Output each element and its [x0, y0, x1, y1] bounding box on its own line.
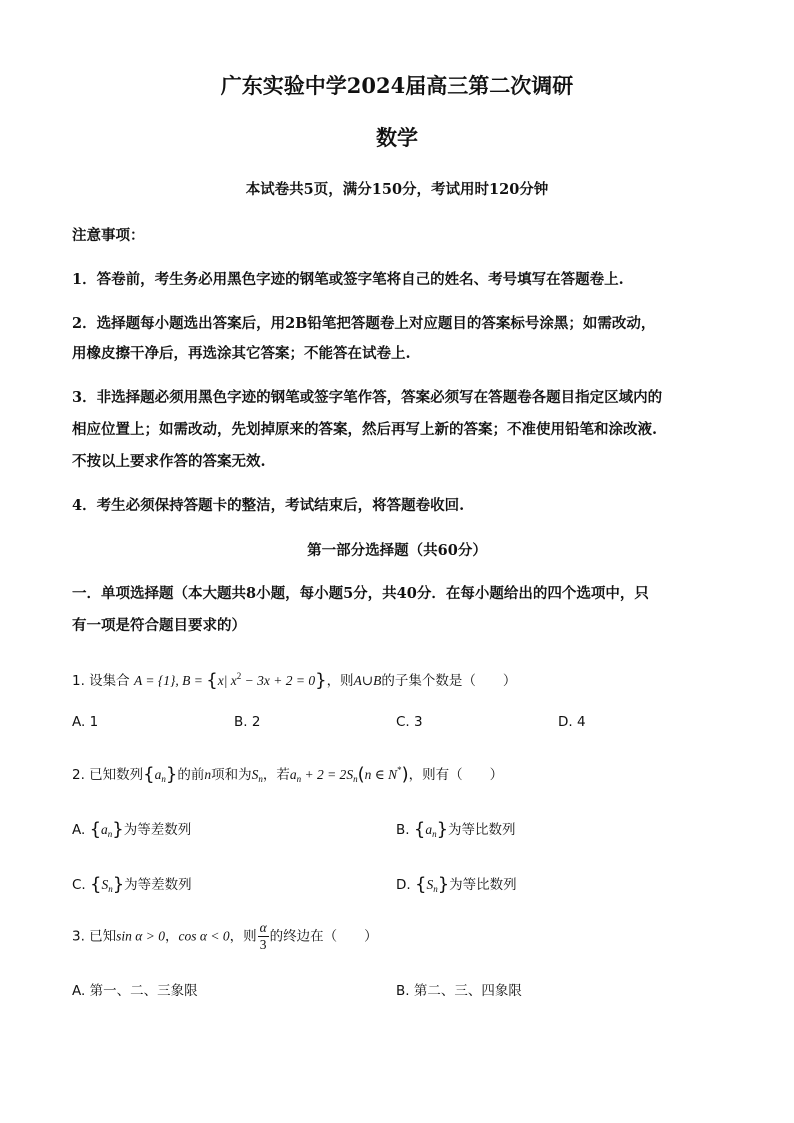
q2-an: a	[154, 767, 162, 782]
q2-paren-close: )	[401, 764, 409, 785]
q2-option-a-label: A.	[72, 822, 86, 838]
q1-set-b-rest: − 3x + 2 = 0	[241, 673, 316, 688]
section-instruction-line2: 有一项是符合题目要求的）	[72, 617, 246, 634]
question-2	[72, 763, 503, 785]
note-item-1: 1．答卷前，考生务必用黑色字迹的钢笔或签字笔将自己的姓名、考号填写在答题卷上.	[72, 271, 624, 288]
q2-option-d-text: 为等比数列	[449, 877, 517, 893]
q2-a-an: a	[101, 822, 108, 837]
q2-d-sn: S	[426, 877, 434, 892]
section-title: 第一部分选择题（共60分）	[307, 542, 487, 559]
q2-c-brace-open: {	[90, 874, 102, 895]
q2-eq: + 2 = 2	[301, 767, 347, 782]
q2-b-brace-close: }	[436, 819, 449, 840]
q2-paren-open: (	[357, 764, 365, 785]
q2-c-brace-close: }	[112, 874, 125, 895]
q2-an-2-sub: n	[296, 774, 302, 784]
q2-an-2: a	[289, 767, 297, 782]
q2-text2: 项和为	[211, 767, 252, 783]
q3-prefix: 3. 已知	[72, 928, 117, 945]
q2-d-sub: n	[433, 884, 438, 894]
q2-c-sn: S	[101, 877, 109, 892]
q2-d-brace-close: }	[437, 874, 450, 895]
note-item-3-line2: 相应位置上；如需改动，先划掉原来的答案，然后再写上新的答案；不准使用铅笔和涂改液.	[72, 421, 658, 438]
q2-brace-open: {	[143, 764, 155, 785]
note-item-2-line2: 用橡皮擦干净后，再选涂其它答案；不能答在试卷上.	[72, 345, 411, 362]
q1-suffix: 的子集个数是（ ）	[381, 673, 517, 689]
q2-cond-star: *	[397, 765, 402, 775]
q2-sn-2: S	[346, 767, 354, 782]
q2-cond: n ∈ N	[364, 767, 398, 782]
q3-suffix: 的终边在（ ）	[269, 928, 378, 945]
q2-option-b	[396, 818, 516, 840]
q2-sn-2-sub: n	[353, 774, 358, 784]
q2-option-c-label: C.	[72, 877, 86, 893]
note-item-2-line1: 2．选择题每小题选出答案后，用2B铅笔把答题卷上对应题目的答案标号涂黑；如需改动，	[72, 315, 656, 332]
q3-option-b: B. 第二、三、四象限	[396, 983, 522, 999]
q1-union: A∪B	[353, 673, 382, 688]
q2-b-brace-open: {	[413, 819, 426, 840]
q2-brace-close: }	[165, 764, 178, 785]
q2-prefix: 2. 已知数列	[72, 767, 144, 783]
q2-option-a	[72, 818, 191, 840]
q2-sn: S	[251, 767, 259, 782]
q3-sin: sin α > 0	[116, 928, 165, 944]
q2-an-sub: n	[161, 774, 166, 784]
section-instruction-line1: 一．单项选择题（本大题共8小题，每小题5分，共40分．在每小题给出的四个选项中，只	[72, 585, 649, 602]
q2-a-brace-open: {	[89, 819, 102, 840]
q2-text3: ，若	[262, 767, 290, 783]
q1-exponent: 2	[236, 671, 242, 681]
q2-option-a-text: 为等差数列	[123, 822, 192, 838]
q2-option-b-text: 为等比数列	[448, 822, 516, 838]
q2-a-brace-close: }	[112, 819, 124, 840]
q2-d-brace-open: {	[414, 874, 427, 895]
notes-heading: 注意事项：	[72, 227, 145, 244]
question-1	[72, 669, 516, 691]
q1-option-a: A. 1	[72, 714, 99, 730]
q1-option-b: B. 2	[234, 714, 261, 730]
exam-info: 本试卷共5页，满分150分，考试用时120分钟	[245, 181, 549, 198]
q1-prefix: 1. 设集合	[72, 673, 130, 689]
q3-option-a: A. 第一、二、三象限	[72, 983, 198, 999]
q3-frac-num: α	[259, 920, 267, 935]
q3-sep: ，	[165, 928, 179, 945]
q3-fraction	[258, 920, 269, 953]
note-item-3-line1: 3．非选择题必须用黑色字迹的钢笔或签字笔作答，答案必须写在答题卷各题目指定区域内的	[72, 389, 663, 406]
q2-text1: 的前	[177, 767, 205, 783]
exam-subject: 数学	[376, 125, 418, 150]
note-item-3-line3: 不按以上要求作答的答案无效.	[72, 453, 266, 470]
note-item-4: 4．考生必须保持答题卡的整洁，考试结束后，将答题卷收回.	[72, 497, 465, 514]
q2-option-d	[396, 873, 517, 895]
q2-sn-sub: n	[258, 774, 263, 784]
q2-suffix: ，则有（ ）	[408, 767, 504, 783]
q3-cos: cos α < 0	[178, 928, 230, 944]
q2-option-b-label: B.	[396, 822, 410, 838]
q2-n: n	[204, 767, 212, 782]
q1-option-d: D. 4	[558, 714, 586, 730]
question-3	[72, 920, 378, 953]
q2-option-c-text: 为等差数列	[124, 877, 192, 893]
q1-right-brace: }	[315, 670, 327, 691]
q2-b-sub: n	[432, 829, 437, 839]
q2-option-d-label: D.	[396, 877, 411, 893]
q1-mid: ，则	[326, 673, 354, 689]
q2-b-an: a	[425, 822, 433, 837]
q1-set-b-left: , B =	[175, 673, 207, 688]
q2-c-sub: n	[108, 884, 113, 894]
q3-frac-den: 3	[259, 937, 267, 952]
q3-mid: ，则	[229, 928, 257, 945]
q2-a-sub: n	[107, 829, 113, 839]
q2-option-c	[72, 873, 192, 895]
q1-set-b-body: x| x	[217, 673, 237, 688]
q1-option-c: C. 3	[396, 714, 423, 730]
exam-title: 广东实验中学2024届高三第二次调研	[220, 73, 574, 98]
q1-left-brace: {	[206, 670, 218, 691]
q1-set-a: A = {1}	[133, 673, 176, 688]
